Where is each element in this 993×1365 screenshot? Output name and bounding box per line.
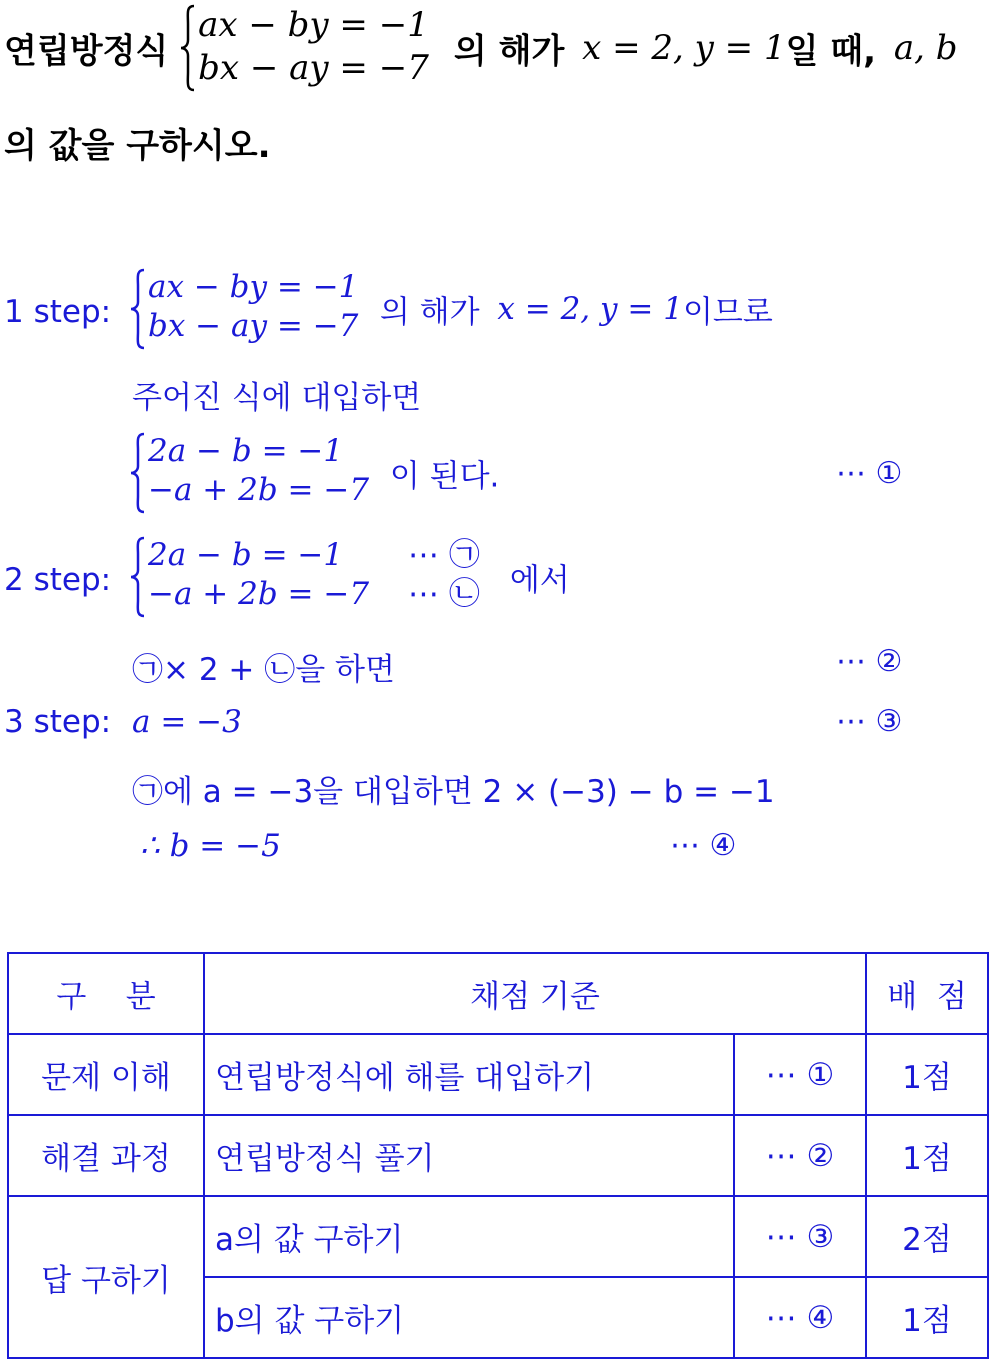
- table-row: [8, 1196, 988, 1277]
- row-mark: ⋯ ②: [734, 1115, 866, 1196]
- table-row: [8, 1115, 988, 1196]
- mark3: ⋯ ③: [836, 704, 903, 739]
- brace-icon: [130, 536, 146, 618]
- grading-table: [7, 952, 989, 1359]
- step2-tail: 에서: [509, 562, 570, 599]
- question-lead: 연립방정식: [4, 31, 169, 72]
- row-category: 문제 이해: [8, 1034, 204, 1115]
- row-criterion: b의 값 구하기: [204, 1277, 734, 1358]
- question-cond: x = 2, y = 1: [582, 28, 786, 68]
- step1-tail: 이므로: [682, 294, 773, 331]
- step1-line2: 주어진 식에 대입하면: [132, 380, 422, 416]
- step2-sys2: −a + 2b = −7: [148, 575, 370, 612]
- question-eq2: bx − ay = −7: [198, 47, 429, 88]
- question-system: [180, 4, 442, 92]
- step2-tag1: ⋯ ㉠: [408, 537, 480, 573]
- step1-eq2: bx − ay = −7: [148, 307, 359, 344]
- row-score: 1점: [866, 1277, 988, 1358]
- step1-label: 1 step:: [4, 294, 112, 330]
- brace-icon: [130, 268, 146, 350]
- row-criterion: a의 값 구하기: [204, 1196, 734, 1277]
- step1-sys1: 2a − b = −1: [148, 433, 344, 469]
- mark4: ⋯ ④: [670, 828, 737, 863]
- row-mark: ⋯ ③: [734, 1196, 866, 1277]
- step1-cond: x = 2, y = 1: [497, 291, 683, 327]
- step1-mid: 의 해가: [379, 294, 480, 331]
- row-criterion: 연립방정식에 해를 대입하기: [204, 1034, 734, 1115]
- step1-tail2: 이 된다.: [389, 458, 500, 495]
- step2-line2: ㉠× 2 + ㉡을 하면: [132, 652, 395, 688]
- step2-tag2: ⋯ ㉡: [408, 575, 480, 612]
- step2-label: 2 step:: [4, 562, 112, 598]
- row-mark: ⋯ ①: [734, 1034, 866, 1115]
- question-eq1: ax − by = −1: [198, 5, 429, 45]
- row-score: 2점: [866, 1196, 988, 1277]
- step1-result-system: [130, 432, 380, 514]
- question-line2: 의 값을 구하시오.: [4, 126, 271, 166]
- step1-sys2: −a + 2b = −7: [148, 471, 370, 508]
- step3-eq: a = −3: [132, 704, 242, 740]
- step1-system: [130, 268, 370, 350]
- step1-line: [130, 268, 773, 350]
- table-row: [8, 1034, 988, 1115]
- step3-line2: ㉠에 a = −3을 대입하면 2 × (−3) − b = −1: [132, 774, 775, 810]
- table-header-row: [8, 953, 988, 1034]
- question-vars: a, b: [893, 28, 958, 68]
- question-tail1: 일 때,: [785, 31, 877, 72]
- step1-eq1: ax − by = −1: [148, 269, 359, 305]
- mark2: ⋯ ②: [836, 644, 903, 679]
- step2-line: [130, 536, 570, 618]
- step1-result: [130, 432, 499, 514]
- brace-icon: [180, 4, 196, 92]
- question: [4, 4, 993, 92]
- mark1: ⋯ ①: [836, 456, 903, 491]
- step3-label: 3 step:: [4, 704, 112, 740]
- question-mid: 의 해가: [453, 31, 565, 72]
- row-category: 해결 과정: [8, 1115, 204, 1196]
- header-category: 구 분: [8, 953, 204, 1034]
- step2-sys1: 2a − b = −1: [148, 537, 344, 573]
- header-score: 배 점: [866, 953, 988, 1034]
- step2-system: [130, 536, 500, 618]
- row-criterion: 연립방정식 풀기: [204, 1115, 734, 1196]
- brace-icon: [130, 432, 146, 514]
- row-mark: ⋯ ④: [734, 1277, 866, 1358]
- row-category: 답 구하기: [8, 1196, 204, 1358]
- row-score: 1점: [866, 1115, 988, 1196]
- row-score: 1점: [866, 1034, 988, 1115]
- step3-line3: ∴ b = −5: [140, 828, 281, 864]
- header-criterion: 채점 기준: [204, 953, 866, 1034]
